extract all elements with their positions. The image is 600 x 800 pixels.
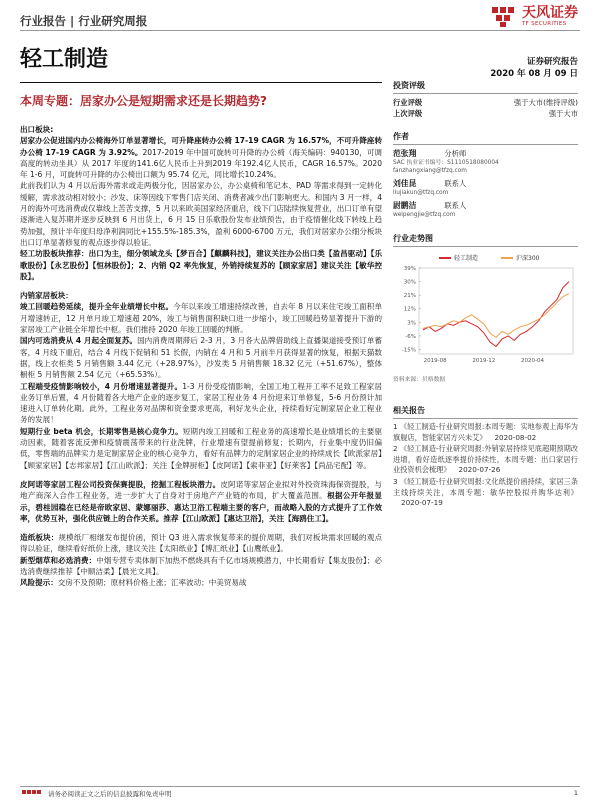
- paragraph-beta: [20, 426, 382, 471]
- paragraph-export-text: 2017-2019 年中国可旋转可升降的办公椅（海关编码：940130，可调高度的转动坐具）从 2017 年度的141.6亿人民币上升到2019 年192.4亿人民币，CAGR 16.57%。2020 年 1-6 月，可旋转可升降的办公椅出口额为 95.74 亿元，同比增长10.24%。: [20, 147, 382, 180]
- related-report[interactable]: [393, 422, 578, 443]
- rating-label: 行业评级: [393, 98, 423, 107]
- paragraph-pianor: [20, 479, 382, 524]
- industry-trend-chart: [393, 250, 578, 372]
- author-email[interactable]: liujiakun@tfzq.com: [393, 190, 449, 196]
- report-subject: 本周专题：居家办公是短期需求还是长期趋势?: [20, 94, 267, 108]
- rating-heading: 投资评级: [393, 80, 578, 94]
- footer-logo-icon: [22, 789, 42, 798]
- author-role: 分析师: [444, 149, 467, 158]
- paragraph-consumption: [20, 335, 382, 380]
- tf-logo-icon: [490, 4, 518, 28]
- related-report-date: 2020-07-19: [401, 498, 443, 508]
- author-item: [393, 179, 578, 197]
- paragraph-risk-text: 交房不及预期；原材料价格上涨；汇率波动；中美贸易战: [57, 578, 247, 588]
- paragraph-completion-bold: 竣工回暖趋势延续，提升全年业绩增长中枢。: [20, 302, 174, 312]
- paragraph-beta-text: 短期内竣工回暖和工程业务的高速增长是业绩增长的主要驱动因素，随着客流反弹和疫情震荡带来的行业洗牌，行业增速有望提前修复；长期内，行业集中度仍旧偏低，零售端的品牌实力是定制家居企业的核心竞争力，看好有品牌力的定制家居企业的持续成长【欧派家居】【顾家家居】【志邦家居】【江山欧派】；关注【金牌厨柜】【皮阿诺】【索菲亚】【好莱客】【尚品宅配】等。: [20, 426, 382, 470]
- logo-name-cn: 天风证券: [522, 5, 578, 21]
- paragraph-demand: 此前我们认为 4 月以后海外需求或走两极分化，因居家办公，办公桌椅和笔记本、PAD 等需求得到一定转化缓解，需求波动相对较小；沙发、床等因线下零售门店关闭、消费者减少出门影响更大。和国内 3 月一样，4 月的海外可选消费或仅靠线上苦苦支撑，5 月以来欧美国家经济重启，线下门店陆续恢复营业，出口订单有望逐渐进入复苏期并逐步反映到 6 月出货上，6 月 15 日乐歌股份发布业绩预告，由于疫情催化线下转线上趋势加强，预计半年度归母净利润同比+155.5%-185.3%，盈利 6000-6700 万元，我们对居家办公细分板块出口订单显著修复的观点逐步得以验证。: [20, 181, 382, 247]
- author-cert: SAC 执业证书编号：S1110518080004: [393, 160, 499, 166]
- related-report-title: 3 《轻工制造-行业研究周报:文化纸提价函持续，家居三条主线持续关注，本周专题：敏华控股拟并购华达利》: [393, 476, 578, 497]
- paragraph-pianor-bold2: 根据公开年报显示，碧桂园稳在已经是帝欧家居、蒙娜丽莎、惠达卫浴工程端主要的客户，而战略入股的方式提升了工作效率，优势互补，强化供应链上的合作关系。推荐【江山欧派】【惠达卫浴】，关注【海鸥住工】。: [20, 491, 382, 523]
- section-head-export: 出口板块:: [20, 125, 54, 134]
- report-type: 证券研究报告: [526, 57, 578, 67]
- chart-frame: [419, 268, 573, 354]
- tf-securities-logo: [490, 4, 578, 28]
- last-rating-value: 强于大市: [548, 109, 578, 118]
- paragraph-consumption-bold: 国内可选消费从 4 月起全面复苏。: [20, 336, 138, 346]
- related-report-title: 1 《轻工制造-行业研究周报:本周专题：实地参观上海华为旗舰店，智能家居方兴未艾》: [393, 422, 578, 442]
- related-report-date: 2020-08-02: [494, 432, 537, 442]
- last-rating-row: [393, 108, 578, 119]
- rating-row: [393, 97, 578, 108]
- paragraph-pianor-bold: 皮阿诺等家居工程公司投资保赛提股，挖掘工程板块潜力。: [20, 479, 221, 489]
- paragraph-completion-text: 今年以来竣工增速持续改善，自去年 8 月以来住宅竣工面积单月增速转正，12 月单月竣工增速超 20%，竣工与销售面积缺口进一步缩小，竣工回暖趋势显著提升下游的家居竣工产业链全年增长中枢。我们推持 2020 年竣工回暖的判断。: [20, 302, 382, 335]
- page-title: 轻工制造: [20, 47, 109, 72]
- paragraph-engineering-text: 1-3 月份受疫情影响，全国工地工程开工率不足致工程家居业务订单后置，4 月份随着各大地产企业的逐步复工，家居工程业务 4 月份迎来订单修复，5-6 月份预计加速进入订单转化期。此外，工程业务对品牌和资金要求更高，利好龙头企业，持续看好定制家居企业工程业务的发展！: [20, 381, 382, 425]
- paragraph-tobacco-text: 中烟专营专卖体制下加热不燃烧具有千亿市场规模潜力，中长期看好【集友股份】；必选消费继续推荐【中顺洁柔】【晨光文具】。: [20, 555, 382, 576]
- last-rating-label: 上次评级: [393, 109, 423, 118]
- y-tick-label: 12%: [403, 306, 416, 313]
- paragraph-recommend: 轻工坊股板块推荐：出口为主，细分领域龙头【梦百合】【麒麟科技】，建议关注办公出口类【盈昌驱动】【乐歌股份】【永艺股份】【恒林股份】；2、内销 Q2 率先恢复，外销持续复苏的【顾家家居】建议关注【敏华控股】。: [20, 249, 382, 281]
- title-divider: [20, 82, 382, 83]
- paragraph-beta-bold: 短期行业 beta 机会，长期零售是核心竞争力。: [20, 426, 183, 436]
- paragraph-risk: [20, 577, 382, 588]
- paragraph-export: [20, 135, 382, 180]
- section-head-risk: 风险提示：: [20, 578, 58, 588]
- page-number: 1: [573, 789, 578, 797]
- paragraph-engineering-bold: 工程端受疫情影响较小，4 月份增速显著提升。: [20, 381, 183, 391]
- x-tick-label: 2019-12: [472, 358, 496, 364]
- report-date: 2020 年 08 月 09 日: [490, 69, 578, 79]
- header-divider: [20, 30, 580, 31]
- author-name: 尉鹏洁: [393, 201, 417, 210]
- report-category: 行业报告 | 行业研究周报: [20, 14, 148, 28]
- rating-value: 强于大市(维持评级): [513, 98, 578, 107]
- y-tick-label: -15%: [401, 347, 416, 354]
- series-line-1: [423, 294, 569, 338]
- sidebar: [393, 80, 578, 509]
- author-name: 范张翔: [393, 149, 417, 158]
- y-tick-label: 21%: [403, 293, 416, 300]
- related-report[interactable]: [393, 444, 578, 476]
- author-role: 联系人: [444, 201, 467, 210]
- section-head-domestic: 内销家居板块：: [20, 291, 73, 301]
- chart-heading: 行业走势图: [393, 233, 578, 247]
- author-name: 刘佳昆: [393, 179, 417, 188]
- paragraph-tobacco: [20, 555, 382, 578]
- y-tick-label: 39%: [403, 266, 416, 272]
- x-tick-label: 2019-08: [423, 358, 447, 364]
- paragraph-export-bold: 居家办公促进国内办公椅海外订单显著增长，可升降座转办公椅 17-19 CAGR 为 16.57%，不可升降座转办公椅 17-19 CAGR 为 3.92%。: [20, 136, 382, 157]
- related-heading: 相关报告: [393, 405, 578, 419]
- footer-disclaimer: 请务必阅读正文之后的信息披露和免责申明: [48, 790, 172, 798]
- paragraph-paper: [20, 532, 382, 555]
- author-email[interactable]: fanzhangxiang@tfzq.com: [393, 168, 467, 174]
- related-report[interactable]: [393, 477, 578, 509]
- footer-divider: [20, 786, 580, 787]
- author-item: [393, 149, 578, 175]
- y-tick-label: -6%: [405, 333, 416, 340]
- report-body: [20, 124, 382, 589]
- legend-label: 沪深300: [516, 255, 540, 262]
- trend-chart-svg: [393, 250, 578, 370]
- paragraph-consumption-text: 国内消费周期滞后 2-3 月，3 月各大品牌借助线上直播渠道接受预订单蓄客，4 月线下重启，结合 4 月线下促销和 51 长假，内销在 4 月和 5 月前半月获得显著的恢复，根据天猫数据，线上衣柜类 5 月销售额 3.44 亿元（+28.97%），沙发类 5 月销售额 18.32 亿元（+51.67%），整体橱柜 5 月销售额 2.54 亿元（+65.53%）。: [20, 336, 382, 380]
- author-heading: 作者: [393, 131, 578, 145]
- logo-name-en: TF SECURITIES: [522, 21, 567, 27]
- paragraph-completion: [20, 301, 382, 335]
- x-tick-label: 2020-04: [521, 358, 544, 364]
- y-tick-label: 30%: [403, 279, 416, 286]
- section-head-tobacco: 新型烟草和必选消费：: [20, 555, 97, 565]
- paragraph-pianor-text: 皮阿诺等家居企业拟对外投资珠海保资提股，与地产商深入合作工程业务，进一步扩大了自身对于房地产产业链的布局，扩大覆盖范围。: [20, 479, 382, 501]
- author-email[interactable]: weipengjie@tfzq.com: [393, 212, 456, 218]
- y-tick-label: 3%: [407, 320, 416, 327]
- author-role: 联系人: [444, 179, 467, 188]
- paragraph-paper-text: 规模纸厂相继发布提价函，预计 Q3 进入需求恢复带来的提价周期，我们对板块需求回暖的观点得以验证，继续看好纸价上涨，建议关注【太阳纸业】【博汇纸业】【山鹰纸业】。: [20, 533, 382, 554]
- chart-source: 资料来源：贝格数据: [393, 377, 446, 383]
- author-item: [393, 201, 578, 219]
- paragraph-engineering: [20, 381, 382, 426]
- related-report-date: 2020-07-26: [458, 465, 501, 475]
- legend-label: 轻工制造: [454, 255, 479, 262]
- section-head-paper: 造纸板块：: [20, 533, 59, 543]
- related-report-title: 2 《轻工制造-行业研究周报:外销家居持续见底超期预期改进增，看好造纸逐季提价持续性，本周专题：出口家居行业投资机会梳理》: [393, 444, 578, 475]
